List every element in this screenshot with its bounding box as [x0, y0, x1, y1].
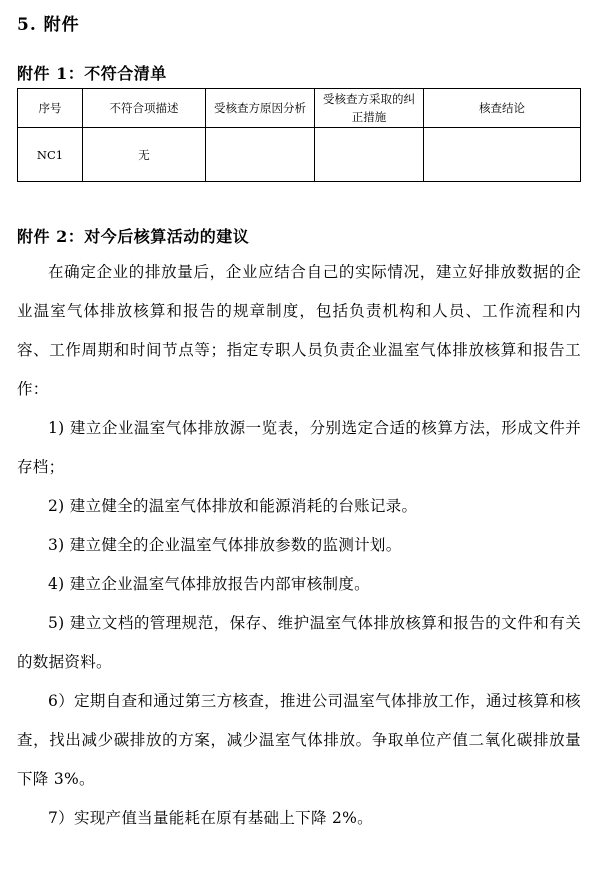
header-nonconformity-description: 不符合项描述 [83, 89, 206, 128]
recommendations-body [17, 253, 581, 838]
header-serial-number: 序号 [18, 89, 83, 128]
cell-serial-number: NC1 [18, 128, 83, 182]
recommendation-item-3: 3) 建立健全的企业温室气体排放参数的监测计划。 [48, 536, 402, 554]
intro-paragraph: 在确定企业的排放量后，企业应结合自己的实际情况，建立好排放数据的企业温室气体排放核算和报告的规章制度，包括负责机构和人员、工作流程和内容、工作周期和时间节点等；指定专职人员负责企业温室气体排放核算和报告工作： [17, 263, 581, 398]
table-row [18, 128, 581, 182]
cell-nonconformity-description: 无 [83, 128, 206, 182]
nonconformity-table [17, 88, 581, 182]
recommendation-item-4: 4) 建立企业温室气体排放报告内部审核制度。 [48, 575, 370, 593]
cell-verification-conclusion [424, 128, 581, 182]
header-corrective-action: 受核查方采取的纠正措施 [315, 89, 424, 128]
cell-corrective-action [315, 128, 424, 182]
section-heading: 5. 附件 [17, 15, 80, 35]
header-cause-analysis: 受核查方原因分析 [206, 89, 315, 128]
recommendation-item-2: 2) 建立健全的温室气体排放和能源消耗的台账记录。 [48, 497, 418, 515]
header-verification-conclusion: 核查结论 [424, 89, 581, 128]
appendix-2-title: 附件 2：对今后核算活动的建议 [17, 227, 250, 246]
cell-cause-analysis [206, 128, 315, 182]
recommendation-item-1: 1) 建立企业温室气体排放源一览表，分别选定合适的核算方法，形成文件并存档； [17, 419, 581, 476]
recommendation-item-6: 6）定期自查和通过第三方核查，推进公司温室气体排放工作，通过核算和核查，找出减少碳排放的方案，减少温室气体排放。争取单位产值二氧化碳排放量下降 3%。 [17, 692, 581, 788]
recommendation-item-7: 7）实现产值当量能耗在原有基础上下降 2%。 [48, 809, 373, 827]
recommendation-item-5: 5) 建立文档的管理规范，保存、维护温室气体排放核算和报告的文件和有关的数据资料。 [17, 614, 581, 671]
table-header-row [18, 89, 581, 128]
appendix-1-title: 附件 1：不符合清单 [17, 64, 167, 83]
